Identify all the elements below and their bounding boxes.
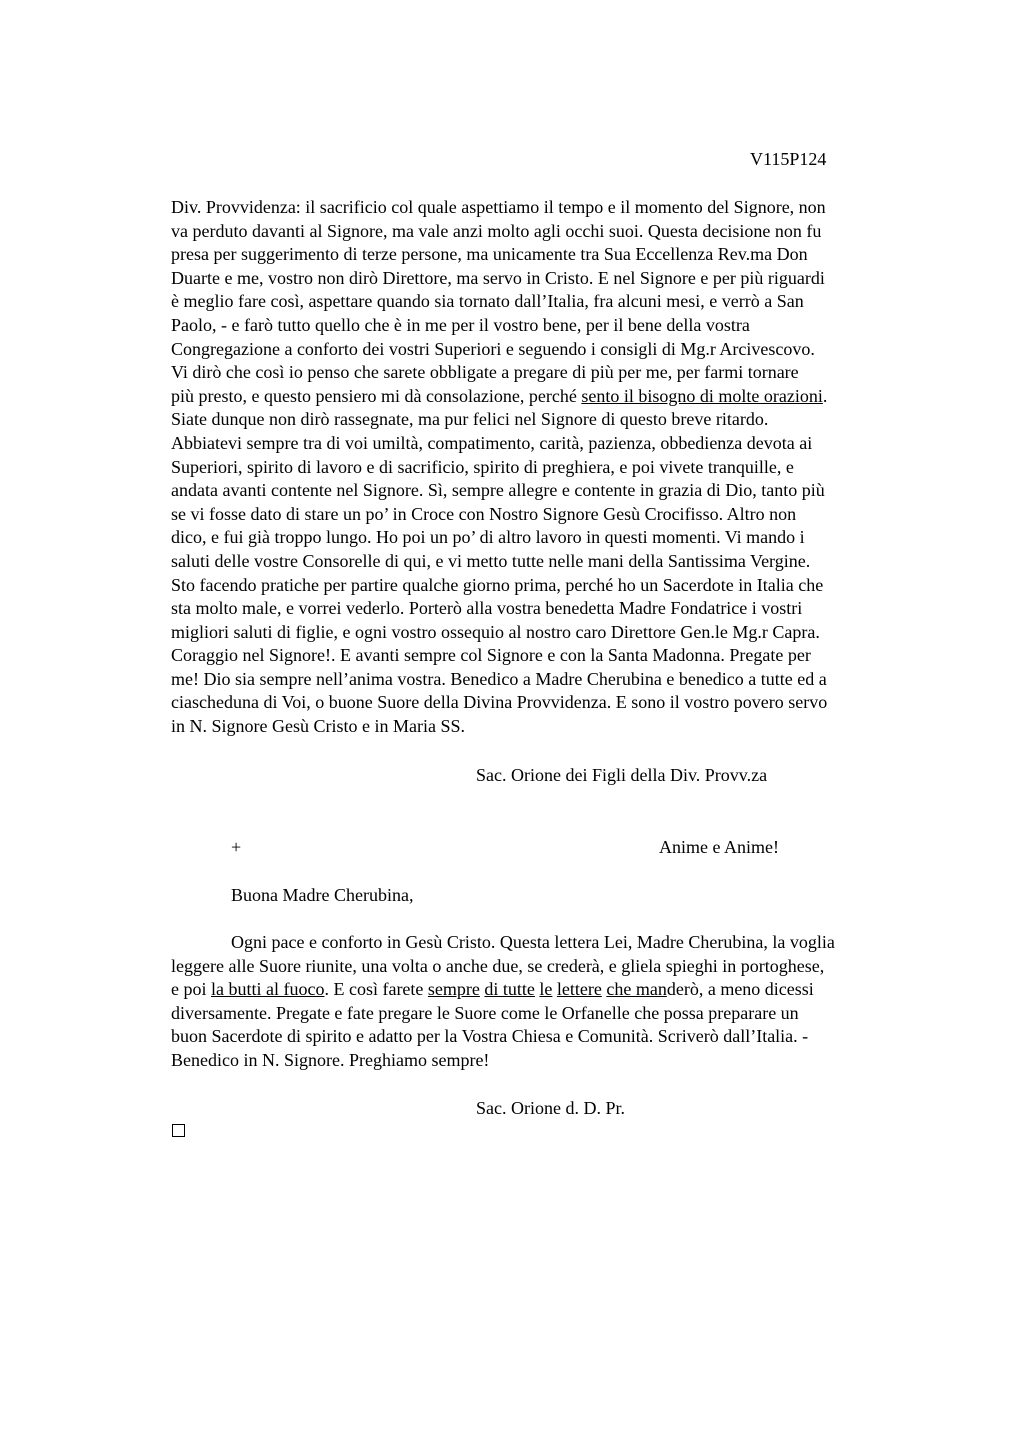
- cross-symbol: +: [231, 837, 242, 857]
- text-line: [171, 526, 941, 550]
- underlined-text: la butti al fuoco: [211, 979, 325, 1000]
- text-segment: Siate dunque non dirò rassegnate, ma pur felici nel Signore di questo breve ritardo.: [171, 409, 769, 430]
- text-line: [171, 220, 941, 244]
- text-line: [171, 1049, 941, 1073]
- text-segment: Superiori, spirito di lavoro e di sacrificio, spirito di preghiera, e poi vivete tranquille, e: [171, 456, 794, 477]
- text-segment: sta molto male, e vorrei vederlo. Porterò alla vostra benedetta Madre Fondatrice i vostri: [171, 598, 803, 619]
- text-segment: Paolo, - e farò tutto quello che è in me per il vostro bene, per il bene della vostra: [171, 314, 750, 335]
- text-line: [171, 267, 941, 291]
- text-line: [171, 574, 941, 598]
- text-line: [171, 385, 941, 409]
- signature-2: Sac. Orione d. D. Pr.: [476, 1098, 625, 1118]
- text-segment: Duarte e me, vostro non dirò Direttore, ma servo in Cristo. E nel Signore e per più riguardi: [171, 267, 825, 288]
- greeting: Buona Madre Cherubina,: [231, 885, 414, 905]
- text-segment: è meglio fare così, aspettare quando sia tornato dall’Italia, fra alcuni mesi, e verrò a San: [171, 291, 804, 312]
- text-segment: buon Sacerdote di spirito e adatto per la Vostra Chiesa e Comunità. Scriverò dall’Italia. -: [171, 1026, 809, 1047]
- letter-body: [171, 196, 941, 739]
- text-segment: va perduto davanti al Signore, ma vale anzi molto agli occhi suoi. Questa decisione non fu: [171, 220, 822, 241]
- text-segment: me! Dio sia sempre nell’anima vostra. Benedico a Madre Cherubina e benedico a tutte ed a: [171, 668, 827, 689]
- text-segment: Div. Provvidenza: il sacrificio col quale aspettiamo il tempo e il momento del Signore, non: [171, 197, 826, 217]
- text-segment: andata avanti contente nel Signore. Sì, sempre allegre e contente in grazia di Dio, tanto più: [171, 480, 825, 501]
- text-line: [171, 1002, 941, 1026]
- text-line: [171, 290, 941, 314]
- text-line: [171, 408, 941, 432]
- text-line: [171, 621, 941, 645]
- text-segment: saluti delle vostre Consorelle di qui, e vi metto tutte nelle mani della Santissima Vergine.: [171, 550, 811, 571]
- text-segment: ciascheduna di Voi, o buone Suore della Divina Provvidenza. E sono il vostro povero servo: [171, 692, 828, 713]
- text-segment: in N. Signore Gesù Cristo e in Maria SS.: [171, 716, 465, 737]
- checkbox-box: [172, 1124, 185, 1137]
- letter-body-2: [171, 931, 941, 1073]
- text-line: [171, 691, 941, 715]
- signature: Sac. Orione dei Figli della Div. Provv.za: [476, 765, 768, 785]
- motto: Anime e Anime!: [659, 837, 779, 857]
- text-segment: migliori saluti di figlie, e ogni vostro ossequio al nostro caro Direttore Gen.le Mg.r Capra.: [171, 621, 820, 642]
- text-segment: Benedico in N. Signore. Preghiamo sempre!: [171, 1049, 490, 1070]
- text-segment: e poi: [171, 979, 211, 1000]
- text-segment: derò, a meno dicessi: [666, 979, 814, 1000]
- text-segment: Coraggio nel Signore!. E avanti sempre col Signore e con la Santa Madonna. Pregate per: [171, 645, 811, 666]
- text-segment: presa per suggerimento di terze persone, ma unicamente tra Sua Eccellenza Rev.ma Don: [171, 244, 808, 265]
- text-line: [171, 550, 941, 574]
- text-line: [171, 978, 941, 1002]
- underlined-text: di tutte: [484, 979, 535, 1000]
- text-line: [171, 668, 941, 692]
- underlined-text: le: [539, 979, 553, 1000]
- text-line: [171, 503, 941, 527]
- text-line: [171, 715, 941, 739]
- text-segment: Ogni pace e conforto in Gesù Cristo. Questa lettera Lei, Madre Cherubina, la voglia: [231, 932, 835, 952]
- text-segment: leggere alle Suore riunite, una volta o anche due, se crederà, e gliela spieghi in portoghese,: [171, 955, 825, 976]
- text-line: [171, 1025, 941, 1049]
- text-segment: Abbiatevi sempre tra di voi umiltà, compatimento, carità, pazienza, obbedienza devota ai: [171, 432, 813, 453]
- text-line: [171, 456, 941, 480]
- text-segment: diversamente. Pregate e fate pregare le Suore come le Orfanelle che possa preparare un: [171, 1002, 799, 1023]
- underlined-text: sempre: [427, 979, 480, 1000]
- text-line: [171, 597, 941, 621]
- text-line: [171, 644, 941, 668]
- underlined-text: che man: [606, 979, 667, 1000]
- text-line: [171, 196, 941, 220]
- text-line: [171, 243, 941, 267]
- text-line: [171, 955, 941, 979]
- underlined-text: lettere: [556, 979, 602, 1000]
- text-segment: dico, e fui già troppo lungo. Ho poi un po’ di altro lavoro in questi momenti. Vi mando i: [171, 527, 805, 548]
- text-line: [171, 479, 941, 503]
- text-line: [171, 314, 941, 338]
- text-segment: Congregazione a conforto dei vostri Superiori e seguendo i consigli di Mg.r Arcivescovo.: [171, 338, 815, 359]
- text-line: [171, 432, 941, 456]
- underlined-text: sento il bisogno di molte orazioni: [581, 385, 823, 406]
- text-segment: . E così farete: [324, 979, 428, 1000]
- text-segment: Sto facendo pratiche per partire qualche giorno prima, perché ho un Sacerdote in Italia che: [171, 574, 824, 595]
- text-line: [171, 931, 941, 955]
- text-line: [171, 361, 941, 385]
- text-segment: Vi dirò che così io penso che sarete obbligate a pregare di più per me, per farmi tornare: [171, 362, 799, 383]
- text-line: [171, 338, 941, 362]
- text-segment: .: [822, 385, 828, 406]
- page-id: V115P124: [750, 149, 827, 169]
- text-segment: se vi fosse dato di stare un po’ in Croce con Nostro Signore Gesù Crocifisso. Altro non: [171, 503, 797, 524]
- text-segment: più presto, e questo pensiero mi dà consolazione, perché: [171, 385, 582, 406]
